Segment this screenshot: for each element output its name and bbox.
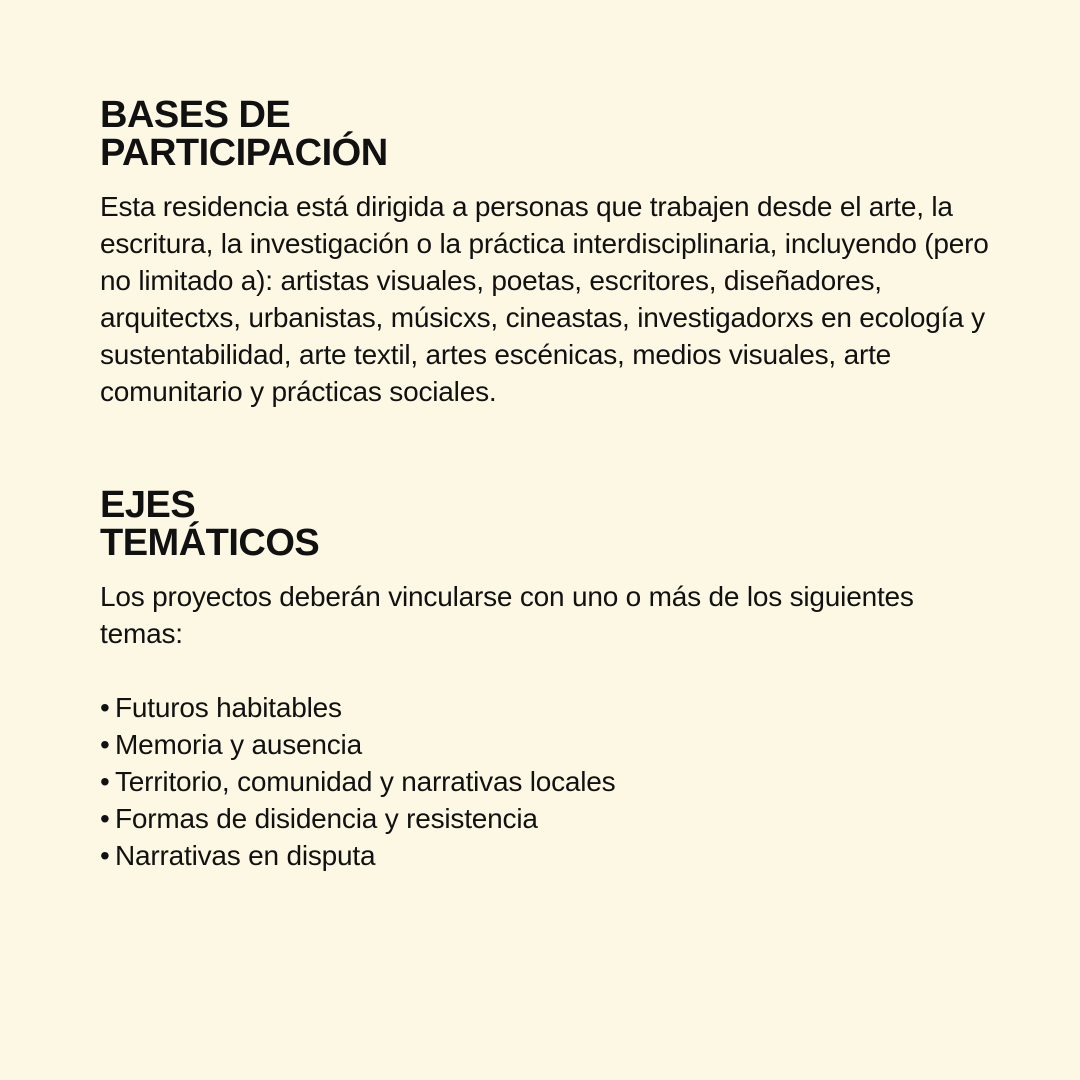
- bullet-icon: •: [100, 803, 110, 834]
- section-title-ejes: [100, 486, 1000, 562]
- topic-label: Formas de disidencia y resistencia: [115, 803, 538, 834]
- section-title-bases: [100, 96, 1000, 172]
- bullet-icon: •: [100, 840, 110, 871]
- list-item: [100, 800, 1000, 837]
- section-ejes-tematicos: [100, 486, 1000, 874]
- ejes-intro-paragraph: Los proyectos deberán vincularse con uno o más de los siguientes temas:: [100, 581, 914, 649]
- title-line: TEMÁTICOS: [100, 522, 320, 564]
- topic-label: Territorio, comunidad y narrativas locales: [115, 766, 616, 797]
- topic-label: Memoria y ausencia: [115, 729, 362, 760]
- title-line: EJES: [100, 484, 196, 526]
- topic-list: [100, 689, 1000, 874]
- bullet-icon: •: [100, 729, 110, 760]
- title-line: BASES DE: [100, 94, 291, 136]
- bases-paragraph: Esta residencia está dirigida a personas que trabajen desde el arte, la escritura, la investigación o la práctica interdisciplinaria, incluyendo (pero no limitado a): artistas visuales, poetas, escritores, diseñadores, arquitectxs, urbanistas, músicxs, cineastas, investigadorxs en ecología y sustentabilidad, arte textil, artes escénicas, medios visuales, arte comunitario y prácticas sociales.: [100, 191, 989, 407]
- topic-label: Narrativas en disputa: [115, 840, 376, 871]
- section-bases-de-participacion: [100, 96, 1000, 410]
- list-item: [100, 689, 1000, 726]
- list-item: [100, 763, 1000, 800]
- bullet-icon: •: [100, 766, 110, 797]
- list-item: [100, 837, 1000, 874]
- document-page: [100, 96, 1000, 874]
- bullet-icon: •: [100, 692, 110, 723]
- topic-label: Futuros habitables: [115, 692, 342, 723]
- list-item: [100, 726, 1000, 763]
- title-line: PARTICIPACIÓN: [100, 132, 388, 174]
